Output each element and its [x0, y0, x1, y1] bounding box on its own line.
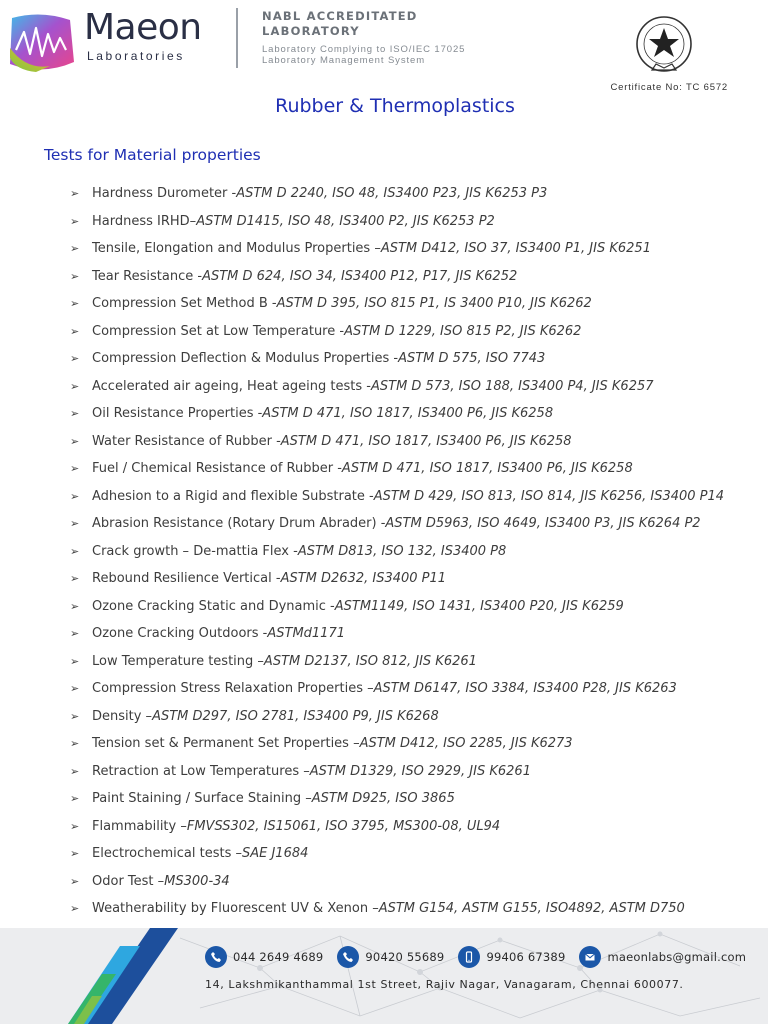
test-list-item	[70, 183, 768, 211]
contact-email[interactable]	[579, 946, 746, 968]
arrow-right-icon: ➢	[70, 380, 80, 393]
test-list-item	[70, 898, 768, 926]
test-list-item	[70, 651, 768, 679]
mobile-text: 99406 67389	[486, 950, 566, 964]
test-standards: ASTM D 575, ISO 7743	[398, 351, 546, 366]
test-name: Abrasion Resistance (Rotary Drum Abrader) -	[92, 516, 386, 531]
contact-phone-1[interactable]	[205, 946, 323, 968]
arrow-right-icon: ➢	[70, 243, 80, 255]
nabl-subtitle: Laboratory Complying to ISO/IEC 17025 Laboratory Management System	[262, 44, 466, 66]
test-list-item	[70, 706, 768, 734]
arrow-right-icon: ➢	[70, 820, 80, 833]
test-list-item	[70, 541, 768, 569]
arrow-right-icon: ➢	[70, 573, 80, 585]
test-standards: SAE J1684	[241, 846, 309, 861]
test-name: Oil Resistance Properties -	[92, 406, 263, 421]
footer	[0, 928, 768, 1024]
test-name: Rebound Resilience Vertical -	[92, 571, 281, 586]
test-name: Water Resistance of Rubber -	[92, 433, 281, 449]
test-name: Crack growth – De-mattia Flex -	[92, 543, 298, 559]
test-list-item	[70, 788, 768, 816]
test-list-item	[70, 458, 768, 486]
page-title: Rubber & Thermoplastics	[275, 95, 515, 117]
test-standards: MS300-34	[164, 873, 230, 889]
test-name: Density –	[92, 708, 153, 724]
certificate-number: Certificate No: TC 6572	[610, 82, 728, 93]
test-name: Hardness Durometer -	[92, 186, 237, 201]
test-list-item	[70, 623, 768, 651]
test-name: Paint Staining / Surface Staining –	[92, 791, 312, 806]
test-list-item	[70, 376, 768, 404]
test-standards: FMVSS302, IS15061, ISO 3795, MS300-08, UL94	[186, 818, 501, 834]
arrow-right-icon: ➢	[70, 463, 80, 475]
test-standards: ASTM D412, ISO 2285, JIS K6273	[359, 736, 573, 751]
tests-list	[70, 183, 768, 926]
arrow-right-icon: ➢	[70, 545, 80, 558]
test-name: Electrochemical tests –	[92, 846, 242, 861]
test-name: Compression Stress Relaxation Properties –	[92, 681, 374, 696]
email-text: maeonlabs@gmail.com	[607, 950, 747, 964]
test-name: Ozone Cracking Outdoors -	[92, 626, 268, 641]
test-standards: ASTMd1171	[267, 626, 345, 641]
test-standards: ASTM D813, ISO 132, IS3400 P8	[297, 543, 507, 559]
test-name: Compression Set Method B -	[92, 296, 277, 311]
test-standards: ASTM D5963, ISO 4649, IS3400 P3, JIS K6264 P2	[385, 516, 701, 531]
test-name: Tension set & Permanent Set Properties –	[92, 736, 360, 751]
test-standards: ASTM D 1229, ISO 815 P2, JIS K6262	[344, 323, 582, 339]
nabl-seal-icon	[630, 12, 698, 80]
test-name: Low Temperature testing –	[92, 653, 264, 669]
test-name: Adhesion to a Rigid and flexible Substrate -	[92, 488, 374, 504]
contact-mobile[interactable]	[458, 946, 565, 968]
test-name: Tensile, Elongation and Modulus Properties –	[92, 241, 381, 256]
section-title: Tests for Material properties	[44, 146, 261, 164]
arrow-right-icon: ➢	[70, 188, 80, 200]
test-standards: ASTM D412, ISO 37, IS3400 P1, JIS K6251	[380, 241, 651, 256]
header-divider	[236, 8, 238, 68]
test-name: Tear Resistance -	[92, 268, 203, 284]
email-icon	[579, 946, 601, 968]
arrow-right-icon: ➢	[70, 793, 80, 805]
arrow-right-icon: ➢	[70, 710, 80, 723]
test-standards: ASTM D 2240, ISO 48, IS3400 P23, JIS K6253 P3	[236, 186, 548, 201]
test-list-item	[70, 761, 768, 789]
maeon-logo-icon	[6, 10, 76, 72]
arrow-right-icon: ➢	[70, 353, 80, 365]
test-standards: ASTM1149, ISO 1431, IS3400 P20, JIS K6259	[334, 598, 624, 614]
test-standards: ASTM D 395, ISO 815 P1, IS 3400 P10, JIS K6262	[276, 296, 592, 311]
test-name: Retraction at Low Temperatures –	[92, 763, 310, 779]
test-list-item	[70, 266, 768, 294]
test-standards: ASTM D 471, ISO 1817, IS3400 P6, JIS K6258	[280, 433, 572, 449]
test-list-item	[70, 238, 768, 266]
test-name: Odor Test –	[92, 873, 165, 889]
arrow-right-icon: ➢	[70, 903, 80, 915]
footer-network-graphic-icon	[0, 928, 768, 1024]
mobile-icon	[458, 946, 480, 968]
test-standards: ASTM D2137, ISO 812, JIS K6261	[263, 653, 477, 669]
arrow-right-icon: ➢	[70, 408, 80, 420]
test-list-item	[70, 568, 768, 596]
arrow-right-icon: ➢	[70, 270, 80, 283]
contact-phone-2[interactable]	[337, 946, 444, 968]
test-list-item	[70, 871, 768, 899]
test-list-item	[70, 678, 768, 706]
test-list-item	[70, 348, 768, 376]
test-name: Flammability –	[92, 818, 187, 834]
test-name: Hardness IRHD–	[92, 213, 197, 229]
test-standards: ASTM D2632, IS3400 P11	[280, 571, 447, 586]
test-list-item	[70, 513, 768, 541]
test-name: Compression Deflection & Modulus Properties -	[92, 351, 399, 366]
brand-subtitle: Laboratories	[87, 49, 185, 63]
phone-1-text: 044 2649 4689	[233, 950, 324, 964]
arrow-right-icon: ➢	[70, 628, 80, 640]
phone-2-text: 90420 55689	[365, 950, 445, 964]
arrow-right-icon: ➢	[70, 215, 80, 228]
arrow-right-icon: ➢	[70, 848, 80, 860]
arrow-right-icon: ➢	[70, 518, 80, 530]
test-standards: ASTM D6147, ISO 3384, IS3400 P28, JIS K6263	[373, 681, 677, 696]
letterhead	[0, 0, 768, 100]
test-standards: ASTM D 573, ISO 188, IS3400 P4, JIS K6257	[370, 378, 654, 394]
arrow-right-icon: ➢	[70, 765, 80, 778]
test-standards: ASTM G154, ASTM G155, ISO4892, ASTM D750	[378, 901, 685, 916]
test-list-item	[70, 486, 768, 514]
test-list-item	[70, 843, 768, 871]
arrow-right-icon: ➢	[70, 325, 80, 338]
test-list-item	[70, 733, 768, 761]
arrow-right-icon: ➢	[70, 683, 80, 695]
test-name: Weatherability by Fluorescent UV & Xenon –	[92, 901, 379, 916]
test-standards: ASTM D 624, ISO 34, IS3400 P12, P17, JIS K6252	[202, 268, 518, 284]
test-name: Ozone Cracking Static and Dynamic -	[92, 598, 335, 614]
test-standards: ASTM D 471, ISO 1817, IS3400 P6, JIS K6258	[341, 461, 633, 476]
test-name: Accelerated air ageing, Heat ageing tests -	[92, 378, 371, 394]
arrow-right-icon: ➢	[70, 298, 80, 310]
test-name: Fuel / Chemical Resistance of Rubber -	[92, 461, 342, 476]
phone-icon	[205, 946, 227, 968]
brand-name: Maeon	[84, 7, 202, 48]
arrow-right-icon: ➢	[70, 600, 80, 613]
test-list-item	[70, 321, 768, 349]
contact-row	[205, 946, 760, 968]
test-name: Compression Set at Low Temperature -	[92, 323, 345, 339]
test-list-item	[70, 211, 768, 239]
arrow-right-icon: ➢	[70, 490, 80, 503]
test-standards: ASTM D 471, ISO 1817, IS3400 P6, JIS K6258	[262, 406, 554, 421]
test-standards: ASTM D1329, ISO 2929, JIS K6261	[309, 763, 531, 779]
test-standards: ASTM D 429, ISO 813, ISO 814, JIS K6256, IS3400 P14	[373, 488, 725, 504]
arrow-right-icon: ➢	[70, 435, 80, 448]
phone-icon	[337, 946, 359, 968]
test-list-item	[70, 816, 768, 844]
footer-address: 14, Lakshmikanthammal 1st Street, Rajiv Nagar, Vanagaram, Chennai 600077.	[205, 978, 684, 991]
test-list-item	[70, 293, 768, 321]
nabl-title: NABL ACCREDITATED LABORATORY	[262, 9, 418, 38]
test-standards: ASTM D297, ISO 2781, IS3400 P9, JIS K6268	[152, 708, 439, 724]
test-standards: ASTM D1415, ISO 48, IS3400 P2, JIS K6253 P2	[196, 213, 495, 229]
arrow-right-icon: ➢	[70, 655, 80, 668]
arrow-right-icon: ➢	[70, 738, 80, 750]
test-list-item	[70, 431, 768, 459]
test-standards: ASTM D925, ISO 3865	[311, 791, 455, 806]
arrow-right-icon: ➢	[70, 875, 80, 888]
test-list-item	[70, 403, 768, 431]
test-list-item	[70, 596, 768, 624]
